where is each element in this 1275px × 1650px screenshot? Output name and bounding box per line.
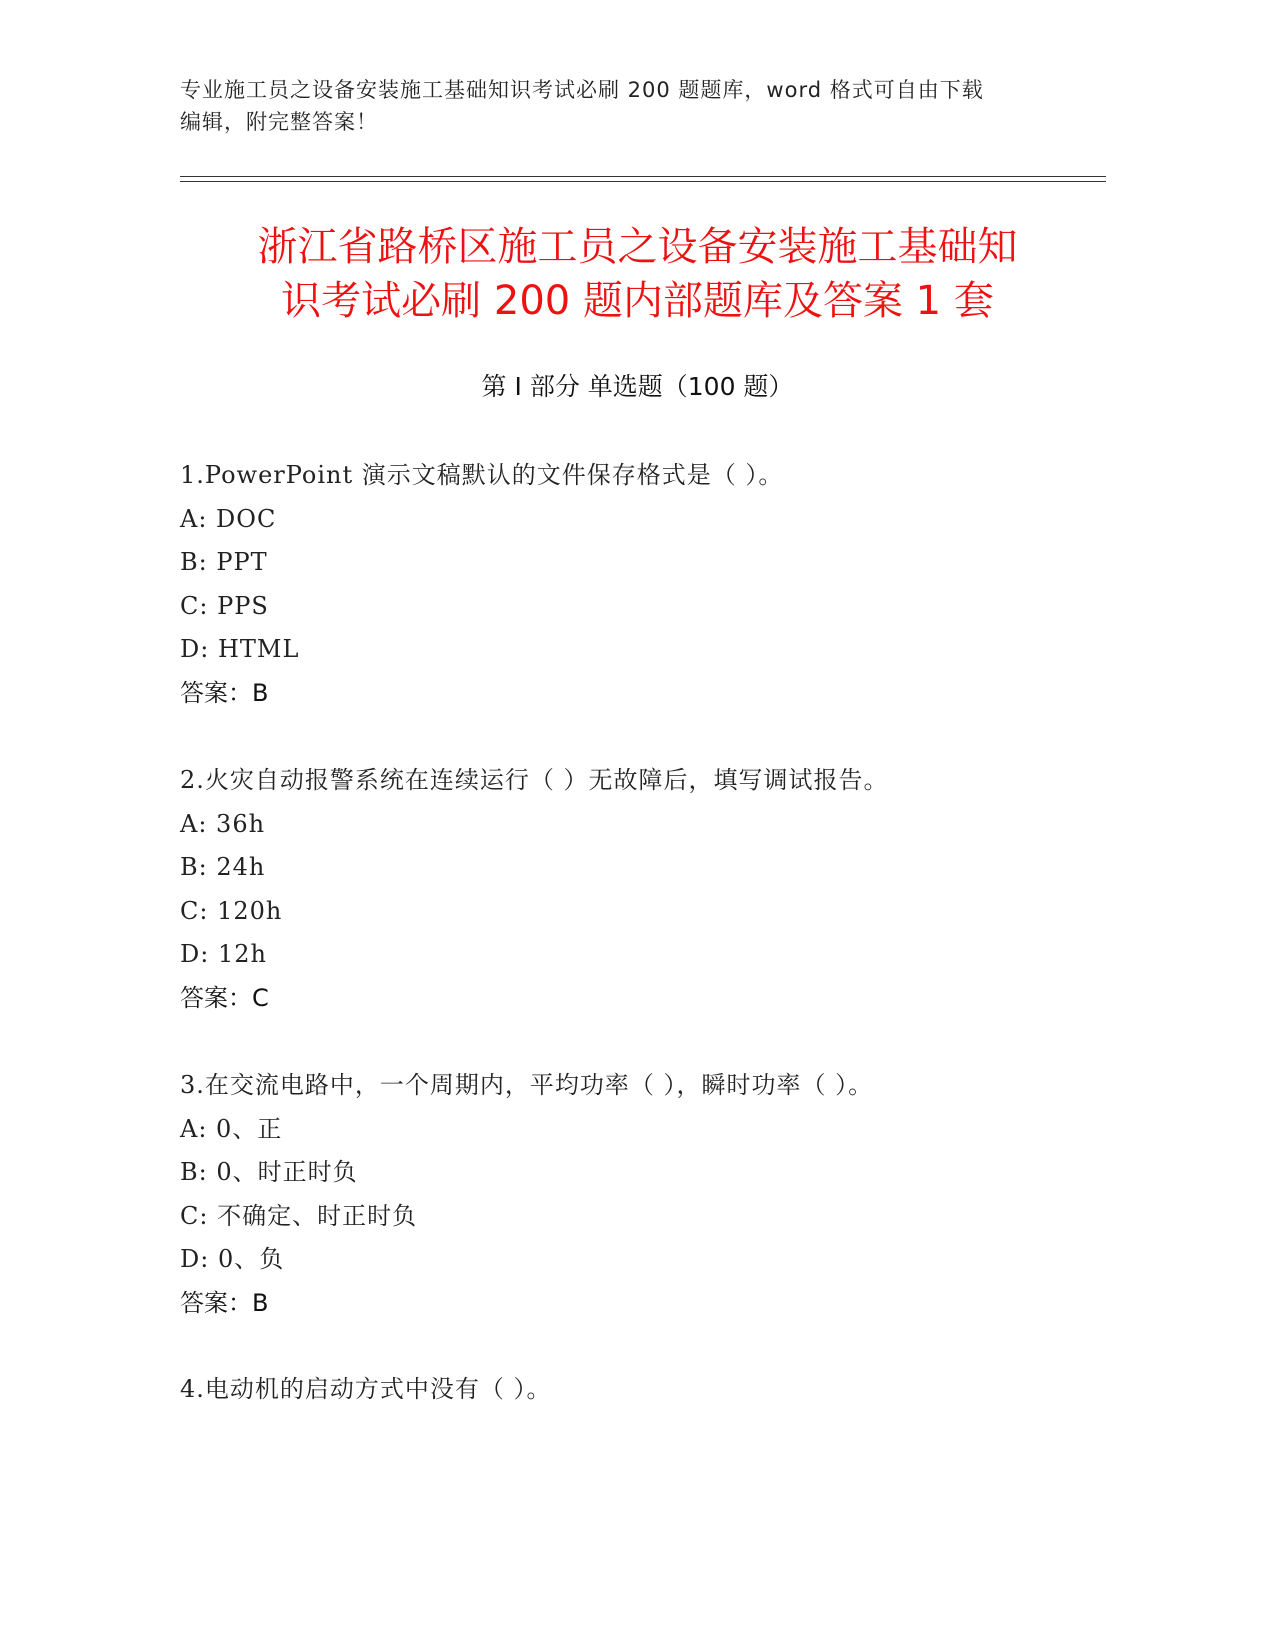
question-answer: 答案：B [180, 1288, 269, 1317]
question-answer: 答案：C [180, 983, 269, 1012]
header-note [180, 74, 1050, 138]
document-title-line-2: 识考试必刷 200 题内部题库及答案 1 套 [281, 278, 994, 324]
question-stem: 2.火灾自动报警系统在连续运行（ ）无故障后，填写调试报告。 [180, 766, 889, 794]
question-option-d: D: 0、负 [180, 1245, 285, 1273]
header-note-line-1: 专业施工员之设备安装施工基础知识考试必刷 200 题题库，word 格式可自由下载 [180, 78, 984, 102]
question-answer: 答案：B [180, 678, 269, 707]
question-option-c: C: 120h [180, 896, 283, 925]
question-option-b: B: PPT [180, 548, 268, 576]
question-4 [180, 1373, 1080, 1405]
question-option-c: C: 不确定、时正时负 [180, 1201, 418, 1230]
question-option-a: A: DOC [180, 504, 277, 533]
question-option-d: D: HTML [180, 635, 300, 663]
question-1 [180, 459, 1080, 709]
question-option-a: A: 36h [180, 809, 266, 838]
document-title [180, 220, 1095, 328]
document-title-line-1: 浙江省路桥区施工员之设备安装施工基础知 [257, 224, 1018, 270]
question-stem: 1.PowerPoint 演示文稿默认的文件保存格式是（ ）。 [180, 461, 784, 489]
question-2 [180, 764, 1080, 1014]
header-divider-top [180, 176, 1106, 177]
question-option-c: C: PPS [180, 591, 269, 620]
question-option-d: D: 12h [180, 940, 267, 968]
question-stem: 3.在交流电路中，一个周期内，平均功率（ ），瞬时功率（ ）。 [180, 1071, 874, 1099]
question-option-a: A: 0、正 [180, 1114, 283, 1143]
header-note-line-2: 编辑，附完整答案！ [180, 110, 378, 134]
question-option-b: B: 24h [180, 853, 266, 881]
question-option-b: B: 0、时正时负 [180, 1158, 358, 1186]
question-3 [180, 1069, 1080, 1319]
question-stem: 4.电动机的启动方式中没有（ ）。 [180, 1375, 552, 1403]
section-title: 第 I 部分 单选题（100 题） [481, 372, 794, 401]
header-divider-bottom [180, 181, 1106, 182]
